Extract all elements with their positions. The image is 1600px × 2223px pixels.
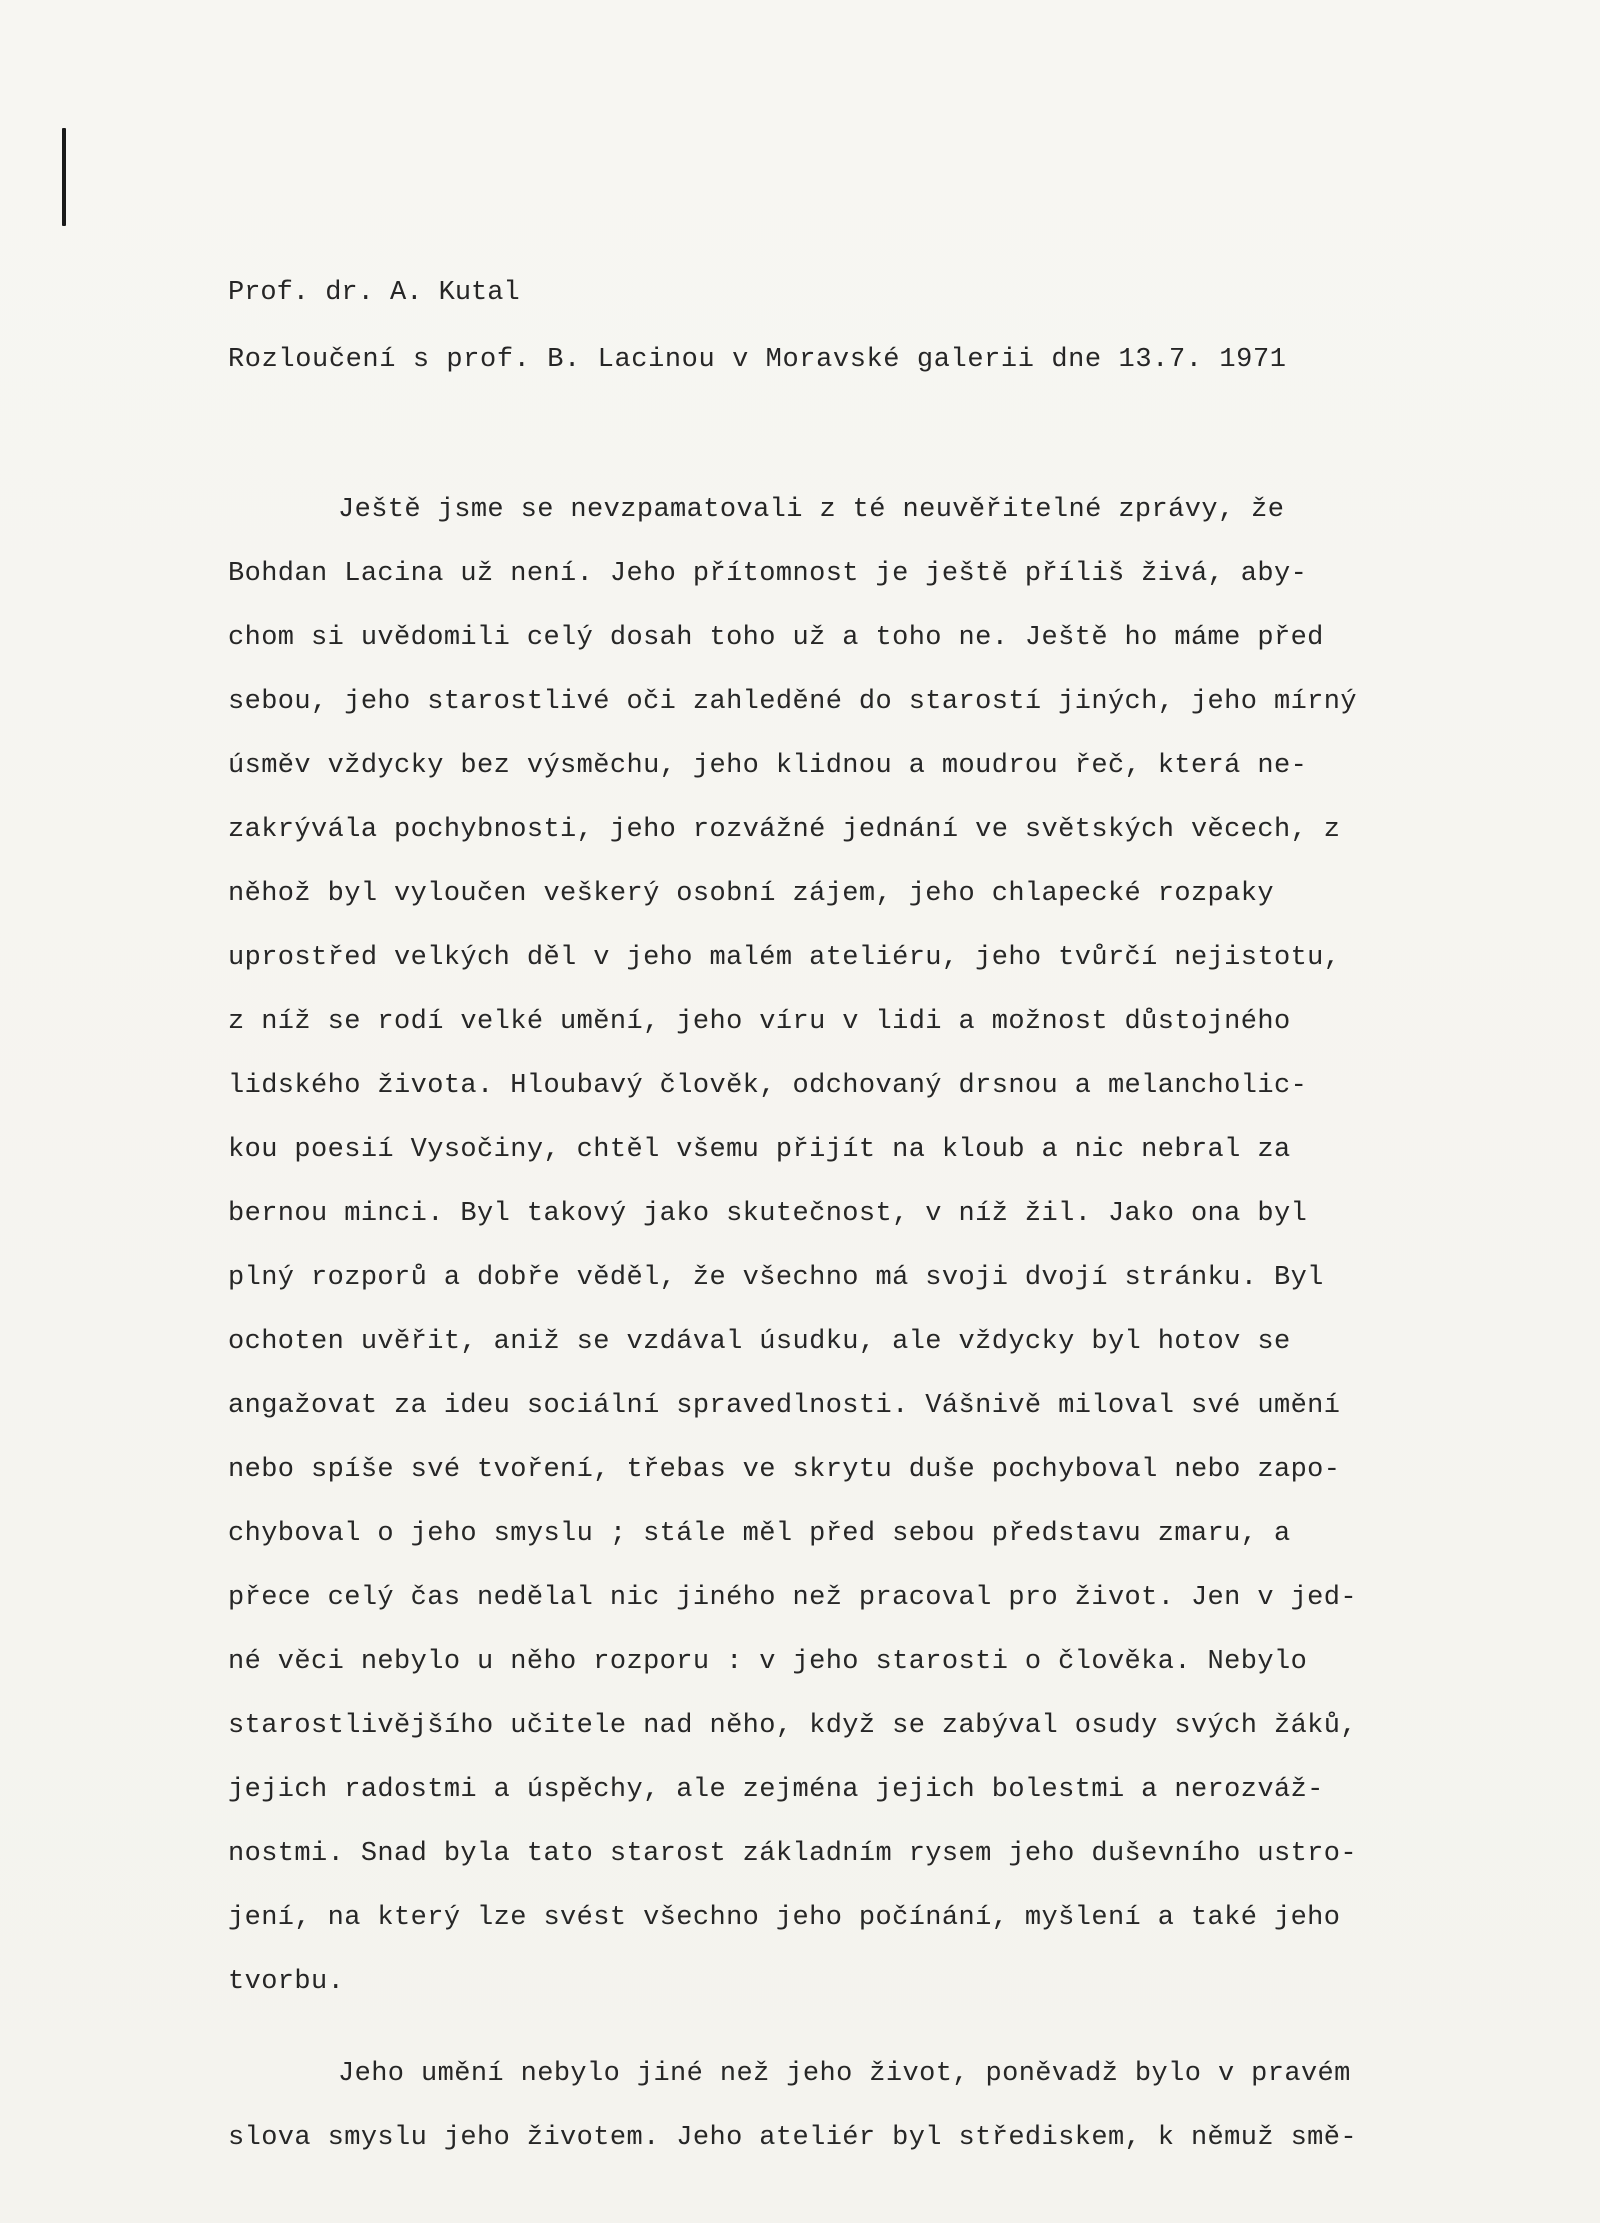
text-line: ochoten uvěřit, aniž se vzdával úsudku, ale vždycky byl hotov se xyxy=(228,1327,1291,1357)
text-line: tvorbu. xyxy=(228,1967,345,1997)
text-line: nostmi. Snad byla tato starost základním rysem jeho duševního ustro- xyxy=(228,1839,1357,1869)
text-line: slova smyslu jeho životem. Jeho ateliér byl střediskem, k němuž smě- xyxy=(228,2123,1357,2153)
text-line: lidského života. Hloubavý člověk, odchovaný drsnou a melancholic- xyxy=(228,1071,1308,1101)
text-line: sebou, jeho starostlivé oči zahleděné do starostí jiných, jeho mírný xyxy=(228,687,1357,717)
subject-line: Rozloučení s prof. B. Lacinou v Moravské galerii dne 13.7. 1971 xyxy=(228,345,1287,375)
text-line: bernou minci. Byl takový jako skutečnost, v níž žil. Jako ona byl xyxy=(228,1199,1308,1229)
author-line: Prof. dr. A. Kutal xyxy=(228,278,520,308)
text-line: chyboval o jeho smyslu ; stále měl před sebou představu zmaru, a xyxy=(228,1519,1291,1549)
text-line: chom si uvědomili celý dosah toho už a toho ne. Ještě ho máme před xyxy=(228,623,1324,653)
text-line: z níž se rodí velké umění, jeho víru v lidi a možnost důstojného xyxy=(228,1007,1291,1037)
text-line: něhož byl vyloučen veškerý osobní zájem, jeho chlapecké rozpaky xyxy=(228,879,1274,909)
text-line: plný rozporů a dobře věděl, že všechno má svoji dvojí stránku. Byl xyxy=(228,1263,1324,1293)
text-line: jejich radostmi a úspěchy, ale zejména jejich bolestmi a nerozváž- xyxy=(228,1775,1324,1805)
margin-mark xyxy=(62,128,66,226)
text-line: nebo spíše své tvoření, třebas ve skrytu duše pochyboval nebo zapo- xyxy=(228,1455,1341,1485)
text-line: angažovat za ideu sociální spravedlnosti. Vášnivě miloval své umění xyxy=(228,1391,1341,1421)
text-line: uprostřed velkých děl v jeho malém ateliéru, jeho tvůrčí nejistotu, xyxy=(228,943,1341,973)
text-line: starostlivějšího učitele nad něho, když se zabýval osudy svých žáků, xyxy=(228,1711,1357,1741)
text-line: přece celý čas nedělal nic jiného než pracoval pro život. Jen v jed- xyxy=(228,1583,1357,1613)
text-line: úsměv vždycky bez výsměchu, jeho klidnou a moudrou řeč, která ne- xyxy=(228,751,1308,781)
text-line: Jeho umění nebylo jiné než jeho život, poněvadž bylo v pravém xyxy=(338,2059,1351,2089)
text-line: zakrývála pochybnosti, jeho rozvážné jednání ve světských věcech, z xyxy=(228,815,1341,845)
text-line: kou poesií Vysočiny, chtěl všemu přijít na kloub a nic nebral za xyxy=(228,1135,1291,1165)
paragraph xyxy=(228,478,1548,2014)
text-line: jení, na který lze svést všechno jeho počínání, myšlení a také jeho xyxy=(228,1903,1341,1933)
text-line: Ještě jsme se nevzpamatovali z té neuvěřitelné zprávy, že xyxy=(338,495,1285,525)
text-line: Bohdan Lacina už není. Jeho přítomnost je ještě příliš živá, aby- xyxy=(228,559,1308,589)
document-body xyxy=(228,478,1548,2170)
paragraph-gap xyxy=(228,2014,1548,2042)
text-line: né věci nebylo u něho rozporu : v jeho starosti o člověka. Nebylo xyxy=(228,1647,1308,1677)
paragraph xyxy=(228,2042,1548,2170)
